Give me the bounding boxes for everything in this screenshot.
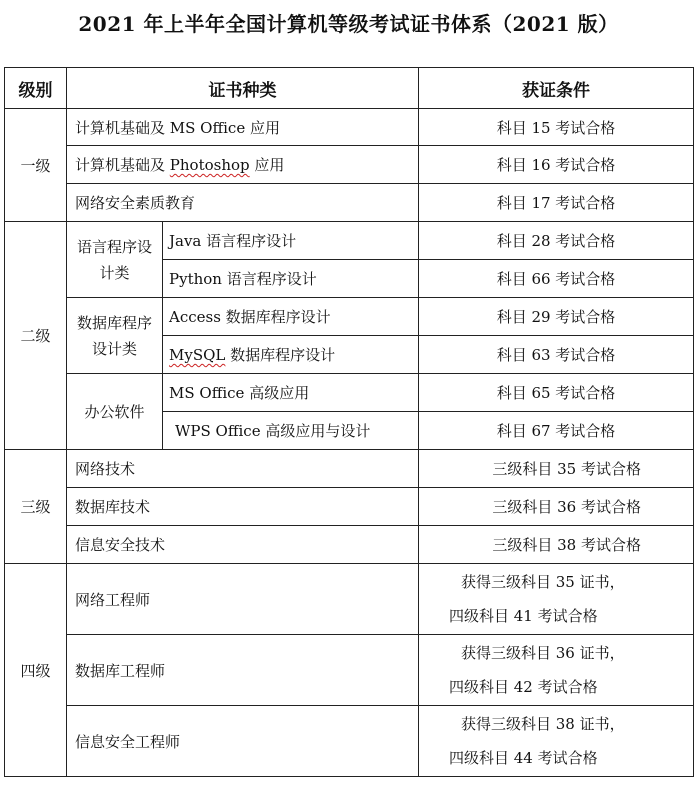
table-row bbox=[5, 222, 694, 260]
table-row bbox=[5, 706, 694, 777]
header-row bbox=[5, 68, 694, 109]
table-row bbox=[5, 450, 694, 488]
cert-name: Access 数据库程序设计 bbox=[163, 298, 419, 336]
subcategory-cell: 语言程序设计类 bbox=[67, 222, 163, 298]
cert-name: Python 语言程序设计 bbox=[163, 260, 419, 298]
cert-name: 网络技术 bbox=[67, 450, 419, 488]
table-row bbox=[5, 488, 694, 526]
cert-condition: 科目 15 考试合格 bbox=[419, 109, 694, 146]
line-gap bbox=[449, 734, 693, 748]
header-level: 级别 bbox=[5, 68, 67, 109]
cert-name: 信息安全技术 bbox=[67, 526, 419, 564]
cond-line-1: 获得三级科目 35 证书， bbox=[461, 573, 625, 591]
cond-line-1: 获得三级科目 38 证书， bbox=[461, 715, 625, 733]
cert-name: Java 语言程序设计 bbox=[163, 222, 419, 260]
cert-name: 网络工程师 bbox=[67, 564, 419, 635]
table-row bbox=[5, 564, 694, 635]
level-cell-4: 四级 bbox=[5, 564, 67, 777]
cert-condition: 三级科目 38 考试合格 bbox=[419, 526, 694, 564]
level-cell-1: 一级 bbox=[5, 109, 67, 222]
page-title: 2021 年上半年全国计算机等级考试证书体系（2021 版） bbox=[78, 12, 619, 36]
cert-name: MS Office 高级应用 bbox=[163, 374, 419, 412]
cert-condition bbox=[419, 564, 694, 635]
line-gap bbox=[449, 663, 693, 677]
table-row bbox=[5, 635, 694, 706]
cert-name-part: 应用 bbox=[249, 156, 285, 174]
table-row bbox=[5, 374, 694, 412]
table-row bbox=[5, 109, 694, 146]
level-cell-3: 三级 bbox=[5, 450, 67, 564]
subcategory-cell: 办公软件 bbox=[67, 374, 163, 450]
table-row bbox=[5, 146, 694, 184]
certificate-table bbox=[4, 67, 694, 777]
level-cell-2: 二级 bbox=[5, 222, 67, 450]
cert-condition bbox=[419, 635, 694, 706]
table-row bbox=[5, 526, 694, 564]
cert-name: WPS Office 高级应用与设计 bbox=[163, 412, 419, 450]
spellcheck-marked-word: Photoshop bbox=[169, 156, 250, 174]
cond-line-2: 四级科目 41 考试合格 bbox=[449, 607, 598, 625]
cert-condition: 科目 65 考试合格 bbox=[419, 374, 694, 412]
cert-condition: 科目 66 考试合格 bbox=[419, 260, 694, 298]
cert-condition: 三级科目 36 考试合格 bbox=[419, 488, 694, 526]
subcategory-cell: 数据库程序设计类 bbox=[67, 298, 163, 374]
cert-condition: 科目 16 考试合格 bbox=[419, 146, 694, 184]
cert-condition: 科目 67 考试合格 bbox=[419, 412, 694, 450]
cert-condition: 科目 29 考试合格 bbox=[419, 298, 694, 336]
cert-name: 数据库工程师 bbox=[67, 635, 419, 706]
cert-name: 计算机基础及 MS Office 应用 bbox=[67, 109, 419, 146]
cond-line-2: 四级科目 44 考试合格 bbox=[449, 749, 598, 767]
cert-name: 数据库技术 bbox=[67, 488, 419, 526]
table-row bbox=[5, 298, 694, 336]
cert-condition bbox=[419, 706, 694, 777]
cert-condition: 科目 28 考试合格 bbox=[419, 222, 694, 260]
header-condition: 获证条件 bbox=[419, 68, 694, 109]
cond-line-1: 获得三级科目 36 证书， bbox=[461, 644, 625, 662]
line-gap bbox=[449, 592, 693, 606]
cert-name bbox=[163, 336, 419, 374]
cert-name bbox=[67, 146, 419, 184]
cond-line-2: 四级科目 42 考试合格 bbox=[449, 678, 598, 696]
cert-name: 信息安全工程师 bbox=[67, 706, 419, 777]
cert-condition: 科目 17 考试合格 bbox=[419, 184, 694, 222]
header-type: 证书种类 bbox=[67, 68, 419, 109]
table-row bbox=[5, 184, 694, 222]
cert-condition: 三级科目 35 考试合格 bbox=[419, 450, 694, 488]
cert-name: 网络安全素质教育 bbox=[67, 184, 419, 222]
cert-name-part: 计算机基础及 bbox=[75, 156, 170, 174]
cert-name-part: 数据库程序设计 bbox=[225, 346, 336, 364]
cert-condition: 科目 63 考试合格 bbox=[419, 336, 694, 374]
spellcheck-marked-word: MySQL bbox=[169, 346, 226, 364]
